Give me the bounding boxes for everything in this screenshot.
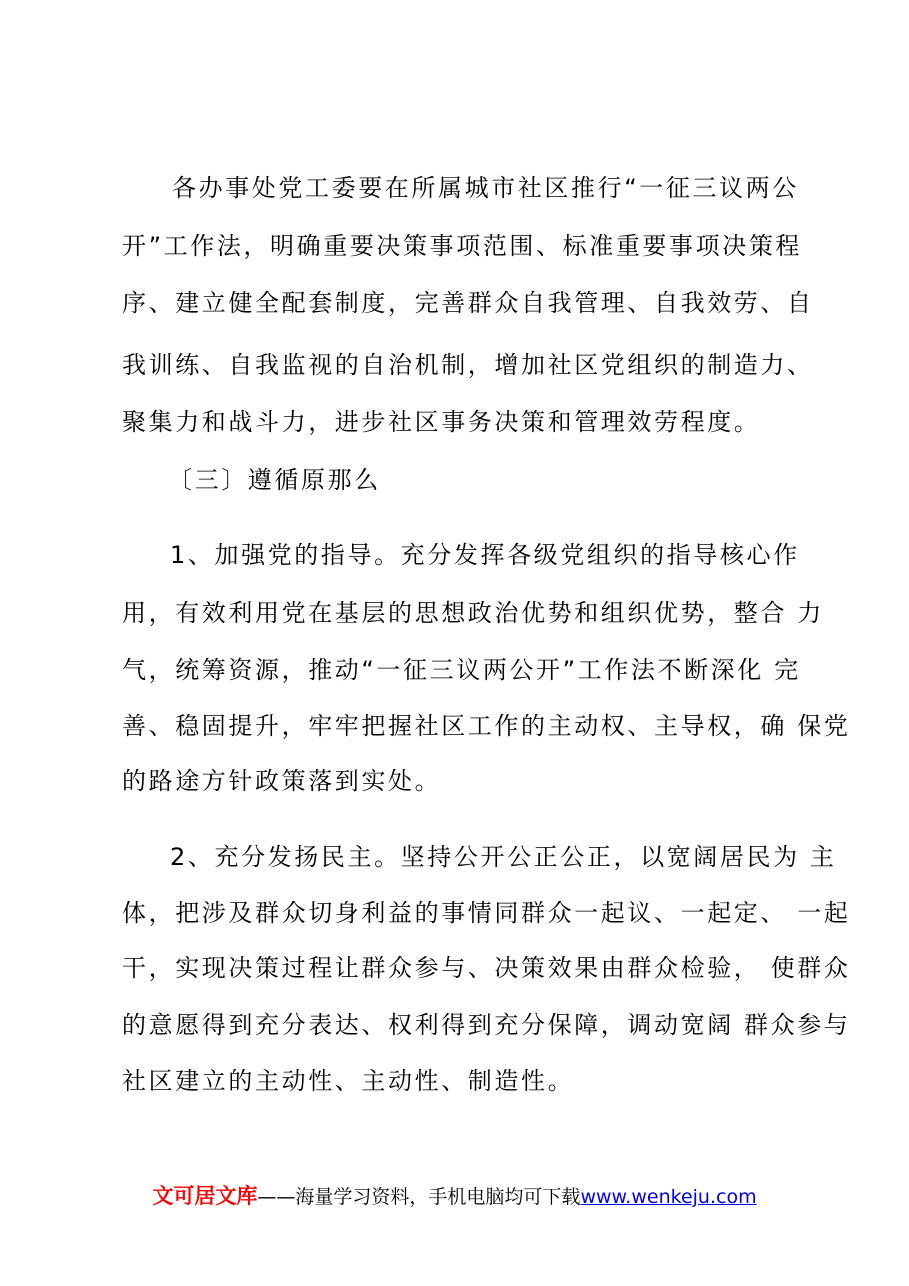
paragraph-line: 用，有效利用党在基层的思想政治优势和组织优势，整合 力 — [122, 599, 824, 627]
section-heading: 〔三〕遵循原那么 — [168, 466, 381, 494]
paragraph-line: 各办事处党工委要在所属城市社区推行“一征三议两公 — [172, 174, 799, 202]
paragraph-line: 序、建立健全配套制度，完善群众自我管理、自我效劳、自 — [122, 289, 814, 317]
site-link[interactable]: www.wenkeju.com — [580, 1186, 757, 1208]
footer-banner — [0, 1182, 909, 1211]
paragraph-line: 开”工作法，明确重要决策事项范围、标准重要事项决策程 — [122, 232, 803, 260]
footer-tagline: ——海量学习资料，手机电脑均可下载 — [257, 1186, 581, 1208]
paragraph-line: 体，把涉及群众切身利益的事情同群众一起议、一起定、 一起 — [122, 899, 851, 927]
paragraph-line: 干，实现决策过程让群众参与、决策效果由群众检验， 使群众 — [122, 954, 851, 982]
paragraph-line: 2、充分发扬民主。坚持公开公正公正，以宽阔居民为 主 — [170, 843, 837, 871]
brand-name: 文可居文库 — [152, 1184, 258, 1208]
paragraph-line: 的路途方针政策落到实处。 — [122, 767, 442, 795]
paragraph-line: 我训练、自我监视的自治机制，增加社区党组织的制造力、 — [122, 351, 814, 379]
paragraph-line: 善、稳固提升，牢牢把握社区工作的主动权、主导权，确 保党 — [122, 712, 851, 740]
paragraph-line: 的意愿得到充分表达、权利得到充分保障，调动宽阔 群众参与 — [122, 1011, 851, 1039]
paragraph-line: 聚集力和战斗力，进步社区事务决策和管理效劳程度。 — [122, 408, 761, 436]
paragraph-line: 气，统筹资源，推动“一征三议两公开”工作法不断深化 完 — [122, 656, 801, 684]
paragraph-line: 社区建立的主动性、主动性、制造性。 — [122, 1067, 575, 1095]
paragraph-line: 1、加强党的指导。充分发挥各级党组织的指导核心作 — [170, 541, 800, 569]
